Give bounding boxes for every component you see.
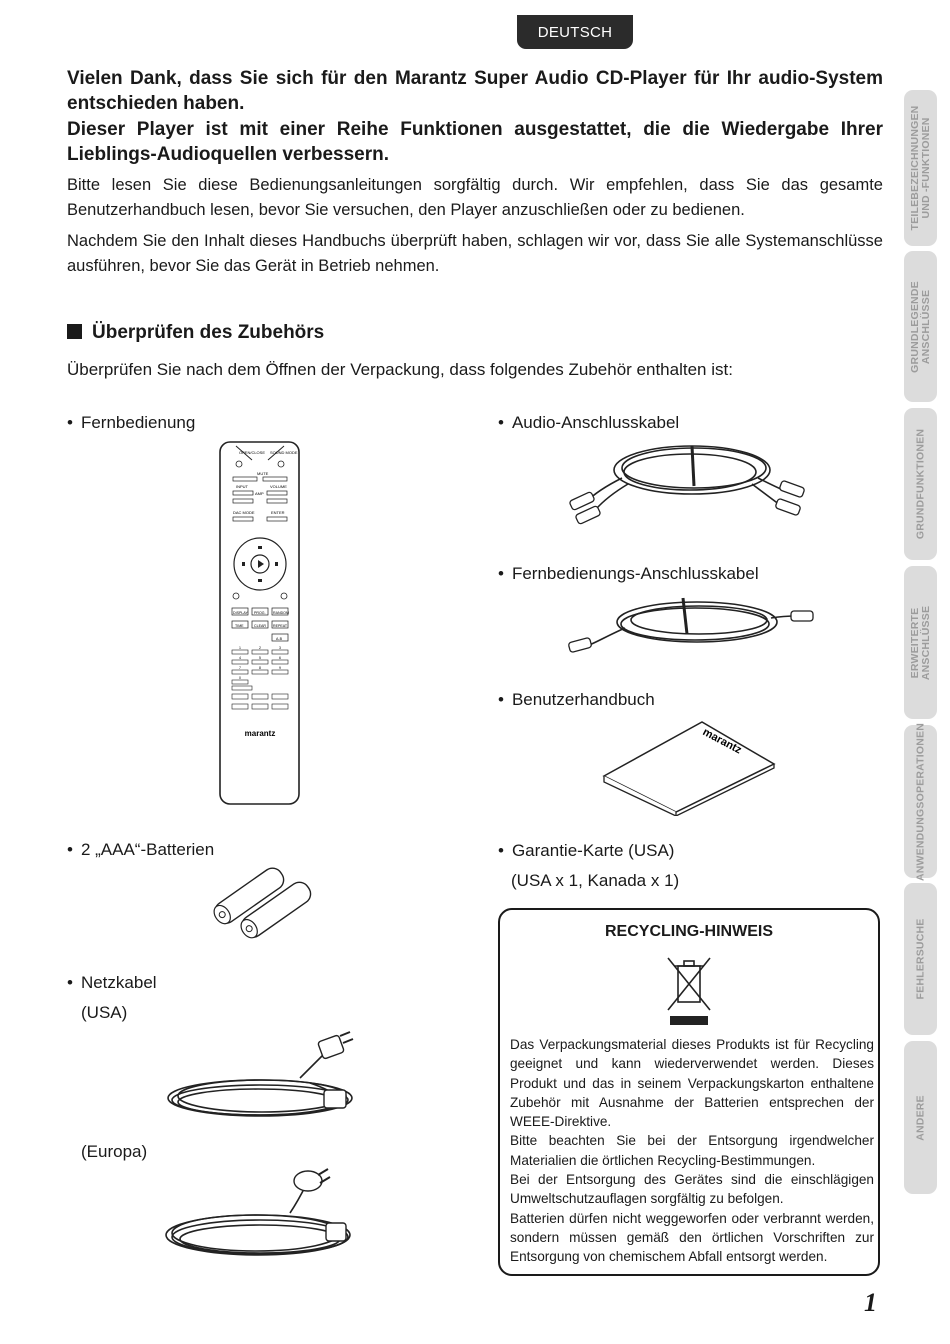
remote-number-label: 1	[239, 646, 241, 650]
sidebar-tab-troubleshooting[interactable]	[904, 883, 937, 1035]
sidebar-tab-troubleshooting-label: FEHLERSUCHE	[914, 918, 926, 1000]
intro-paragraph-1: Bitte lesen Sie diese Bedienungsanleitungen sorgfältig durch. Wir empfehlen, dass Sie das gesamte Benutzerhandbuch lesen, bevor Sie versuchen, den Player anzuschließen oder zu bedienen.	[67, 176, 883, 219]
accessory-audio-cable-label: • Audio-Anschlusskabel	[498, 412, 679, 434]
remote-sound-mode-text: SOUND MODE	[270, 450, 298, 455]
sidebar-tab-other-label: ANDERE	[914, 1094, 926, 1141]
remote-number-label: 2	[259, 646, 261, 650]
remote-mute-text: MUTE	[257, 471, 269, 476]
sidebar-tab-basic-functions[interactable]	[904, 408, 937, 560]
power-cable-europe-illustration	[160, 1163, 360, 1263]
sidebar-tab-advanced-connections-label: ERWEITERTE ANSCHLÜSSE	[908, 605, 932, 680]
batteries-illustration	[205, 862, 315, 946]
remote-time-text: TIME	[235, 624, 244, 628]
remote-amp-text: AMP	[255, 491, 264, 496]
recycling-notice-box	[498, 908, 880, 1276]
weee-crossed-bin-icon	[666, 956, 712, 1028]
remote-volume-text: VOLUME	[270, 484, 287, 489]
recycling-paragraph-2: Bitte beachten Sie bei der Entsorgung irgendwelcher Materialien die örtlichen Recycling-Bestimmungen.	[510, 1133, 874, 1168]
section-square-icon	[67, 324, 82, 339]
recycling-paragraph-3: Bei der Entsorgung des Gerätes sind die einschlägigen Umweltschutzauflagen sorgfältig zu befolgen.	[510, 1172, 874, 1207]
remote-number-label: 8	[259, 666, 261, 670]
section-title	[67, 322, 324, 344]
sidebar-tab-basic-functions-label: GRUNDFUNKTIONEN	[914, 428, 926, 540]
accessory-remote-cable-label: • Fernbedienungs-Anschlusskabel	[498, 563, 759, 585]
intro-bold-1: Vielen Dank, dass Sie sich für den Marantz Super Audio CD-Player für Ihr audio-System entschieden haben.	[67, 68, 883, 114]
warranty-detail-label: (USA x 1, Kanada x 1)	[511, 871, 680, 890]
language-tab: DEUTSCH	[517, 15, 633, 49]
remote-number-label: 4	[239, 656, 241, 660]
manual-brand-text: marantz	[700, 726, 744, 757]
section-lead: Überprüfen Sie nach dem Öffnen der Verpackung, dass folgendes Zubehör enthalten ist:	[67, 360, 733, 379]
sidebar-tab-basic-connections-label: GRUNDLEGENDE ANSCHLÜSSE	[908, 280, 932, 373]
power-usa-label: (USA)	[81, 1003, 128, 1022]
sidebar-tab-parts-label: TEILEBEZEICHNUNGEN UND -FUNKTIONEN	[908, 105, 932, 231]
sidebar-tab-other[interactable]	[904, 1041, 937, 1194]
remote-prog-text: PROG.	[254, 611, 266, 615]
accessory-remote-label: • Fernbedienung	[67, 412, 195, 434]
remote-enter-text: ENTER	[271, 510, 285, 515]
intro-paragraph-2: Nachdem Sie den Inhalt dieses Handbuchs überprüft haben, schlagen wir vor, dass Sie alle Systemanschlüsse ausführen, bevor Sie das Gerät in Betrieb nehmen.	[67, 232, 883, 275]
accessory-batteries-label: • 2 „AAA“-Batterien	[67, 839, 214, 861]
page-number: 1	[864, 1288, 877, 1317]
accessory-power-cable-label: • Netzkabel	[67, 972, 157, 994]
remote-number-label: 6	[279, 656, 281, 660]
remote-number-label: 7	[239, 666, 241, 670]
sidebar-tab-parts[interactable]	[904, 90, 937, 246]
remote-input-text: INPUT	[236, 484, 248, 489]
recycling-text	[510, 1035, 874, 1267]
remote-number-label: 3	[279, 646, 281, 650]
remote-random-text: RANDOM	[273, 611, 289, 615]
remote-dac-mode-text: DAC MODE	[233, 510, 255, 515]
manual-booklet-illustration	[598, 716, 780, 816]
accessory-warranty-label: • Garantie-Karte (USA)	[498, 840, 674, 862]
recycling-title: RECYCLING-HINWEIS	[605, 923, 773, 940]
remote-display-text: DISPLAY	[233, 611, 248, 615]
remote-number-label: 5	[259, 656, 261, 660]
remote-open-close-text: OPEN/CLOSE	[239, 450, 266, 455]
audio-cable-illustration	[562, 438, 814, 538]
sidebar-tab-advanced-connections[interactable]	[904, 566, 937, 719]
remote-brand-text: marantz	[244, 729, 276, 738]
power-cable-usa-illustration	[160, 1028, 360, 1124]
intro-bold-2: Dieser Player ist mit einer Reihe Funktionen ausgestattet, die die Wiedergabe Ihrer Lieblings-Audioquellen verbessern.	[67, 119, 883, 165]
sidebar-tab-application-label: ANWENDUNGSOPERATIONEN	[914, 722, 926, 881]
power-europe-label: (Europa)	[81, 1142, 148, 1161]
remote-clear-text: CLEAR	[254, 624, 266, 628]
remote-ab-text: A-B	[276, 637, 282, 641]
recycling-paragraph-1: Das Verpackungsmaterial dieses Produkts ist für Recycling geeignet und kann wiederverwendet werden. Dieses Produkt und das in seinem Verpackungskarton enthaltene Zubehör mit Ausnahme der Batterien entsprechen der WEEE-Direktive.	[510, 1037, 874, 1130]
remote-number-label: 0	[239, 676, 241, 680]
sidebar-tab-application[interactable]	[904, 722, 937, 881]
remote-repeat-text: REPEAT	[273, 624, 288, 628]
accessory-manual-label: • Benutzerhandbuch	[498, 689, 655, 711]
remote-control-illustration	[218, 440, 302, 806]
remote-number-label: 9	[279, 666, 281, 670]
recycling-paragraph-4: Batterien dürfen nicht weggeworfen oder verbrannt werden, sondern müssen gemäß den örtlichen Vorschriften zur Entsorgung von chemischem Abfall entsorgt werden.	[510, 1210, 874, 1265]
section-title-text: Überprüfen des Zubehörs	[92, 322, 325, 343]
remote-cable-illustration	[565, 594, 815, 658]
sidebar-tab-basic-connections[interactable]	[904, 251, 937, 402]
